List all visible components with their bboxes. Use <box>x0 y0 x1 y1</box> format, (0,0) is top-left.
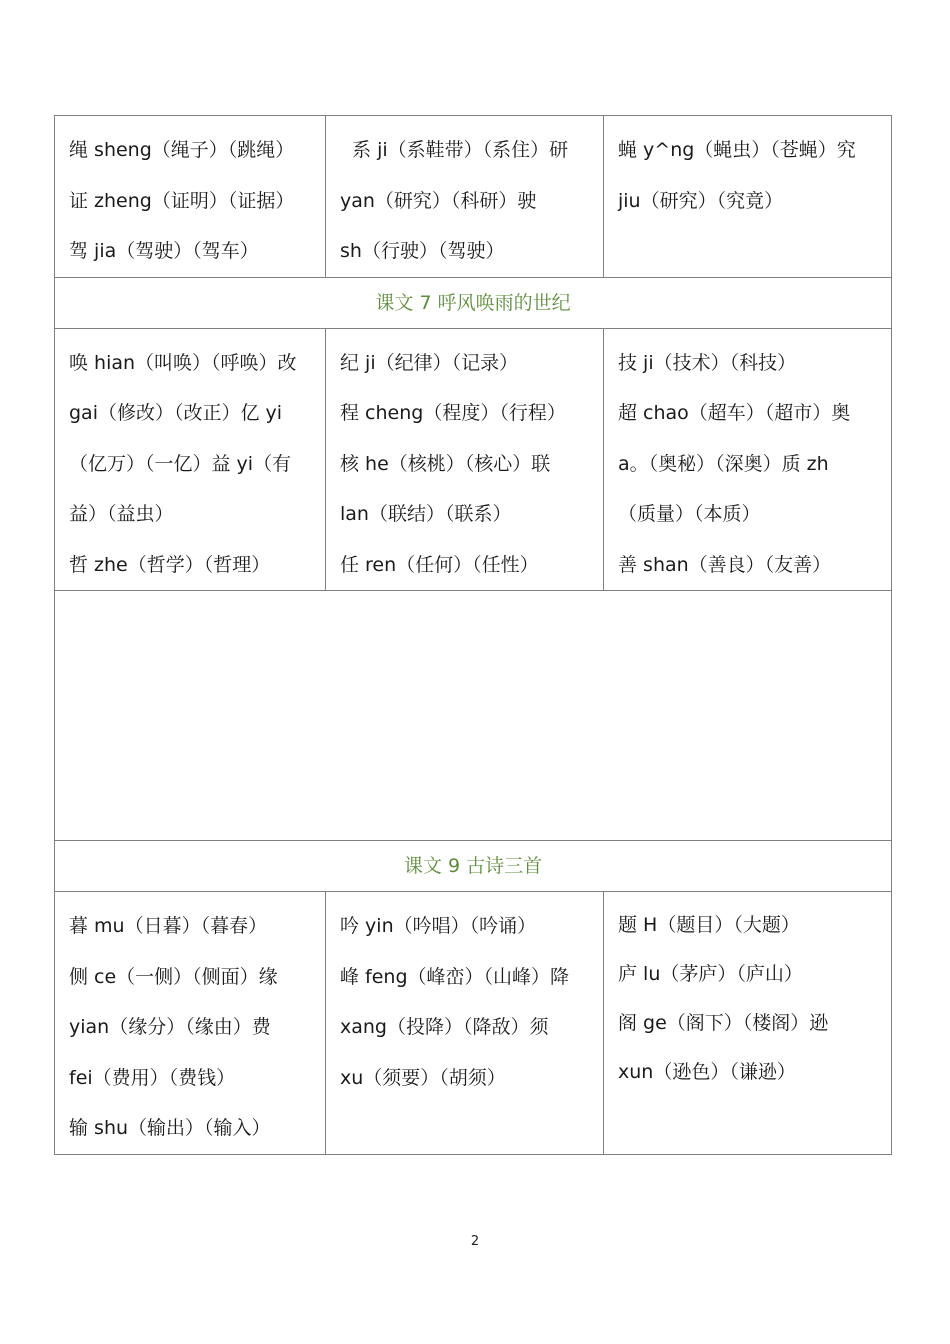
vocab-line: （质量）（本质） <box>618 503 761 525</box>
vocab-table <box>54 115 892 1155</box>
empty-cell <box>55 591 892 841</box>
vocab-cell <box>326 116 604 278</box>
table-row <box>55 116 892 278</box>
vocab-cell <box>604 328 892 591</box>
vocab-cell <box>55 892 326 1155</box>
vocab-line: 超 chao（超车）（超市）奥 <box>618 402 851 424</box>
vocab-cell <box>326 892 604 1155</box>
vocab-line: 输 shu（输出）（输入） <box>69 1117 271 1139</box>
vocab-line: 技 ji（技术）（科技） <box>618 351 797 374</box>
vocab-line: 绳 sheng（绳子）（跳绳） <box>69 139 295 161</box>
vocab-cell <box>326 328 604 591</box>
table-row <box>55 328 892 591</box>
vocab-line: 吟 yin（吟唱）（吟诵） <box>340 915 537 937</box>
vocab-cell <box>55 116 326 278</box>
vocab-line: xang（投降）（降敌）须 <box>340 1016 549 1038</box>
vocab-line: 阁 ge（阁下）（楼阁）逊 <box>618 1012 829 1034</box>
vocab-line: xu（须要）（胡须） <box>340 1066 506 1089</box>
vocab-line: 纪 ji（纪律）（记录） <box>340 351 519 374</box>
vocab-line: 核 he（核桃）（核心）联 <box>340 452 551 475</box>
vocab-line: 善 shan（善良）（友善） <box>618 553 832 576</box>
vocab-line: sh（行驶）（驾驶） <box>340 240 505 262</box>
vocab-line: （亿万）（一亿）益 yi（有 <box>69 452 292 475</box>
vocab-line: 任 ren（任何）（任性） <box>340 553 539 576</box>
vocab-line: gai（修改）（改正）亿 yi <box>69 402 283 424</box>
table-row <box>55 277 892 328</box>
vocab-line: fei（费用）（费钱） <box>69 1066 236 1089</box>
vocab-cell <box>604 116 892 278</box>
page-number: 2 <box>470 1234 480 1249</box>
vocab-line: 唤 hian（叫唤）（呼唤）改 <box>69 351 297 374</box>
vocab-line: 峰 feng（峰峦）（山峰）降 <box>340 965 570 988</box>
lesson-title: 课文 7 呼风唤雨的世纪 <box>55 277 892 328</box>
lesson-title: 课文 9 古诗三首 <box>55 841 892 892</box>
vocab-line: 侧 ce（一侧）（侧面）缘 <box>69 965 278 988</box>
vocab-line: 暮 mu（日暮）（暮春） <box>69 915 268 937</box>
vocab-cell <box>55 328 326 591</box>
vocab-line: lan（联结）（联系） <box>340 503 512 525</box>
vocab-line: 驾 jia（驾驶）（驾车） <box>69 240 259 262</box>
vocab-line: jiu（研究）（究竟） <box>618 189 784 212</box>
vocab-line: xun（逊色）（谦逊） <box>618 1061 796 1083</box>
vocab-line: 证 zheng（证明）（证据） <box>69 189 295 212</box>
vocab-line: 益）（益虫） <box>69 503 174 525</box>
vocab-line: yian（缘分）（缘由）费 <box>69 1016 271 1038</box>
vocab-cell <box>604 892 892 1155</box>
table-row <box>55 841 892 892</box>
vocab-line: 哲 zhe（哲学）（哲理） <box>69 553 271 576</box>
vocab-line: 题 H（题目）（大题） <box>618 914 800 936</box>
vocab-line: 蝇 y^ng（蝇虫）（苍蝇）究 <box>618 139 856 161</box>
vocab-line: yan（研究）（科研）驶 <box>340 189 537 212</box>
table-row <box>55 892 892 1155</box>
table-row <box>55 591 892 841</box>
vocab-line: 系 ji（系鞋带）（系住）研 <box>340 139 569 161</box>
vocab-line: a。（奥秘）（深奥）质 zh <box>618 452 829 475</box>
vocab-line: 程 cheng（程度）（行程） <box>340 402 566 424</box>
vocab-line: 庐 lu（茅庐）（庐山） <box>618 963 803 985</box>
